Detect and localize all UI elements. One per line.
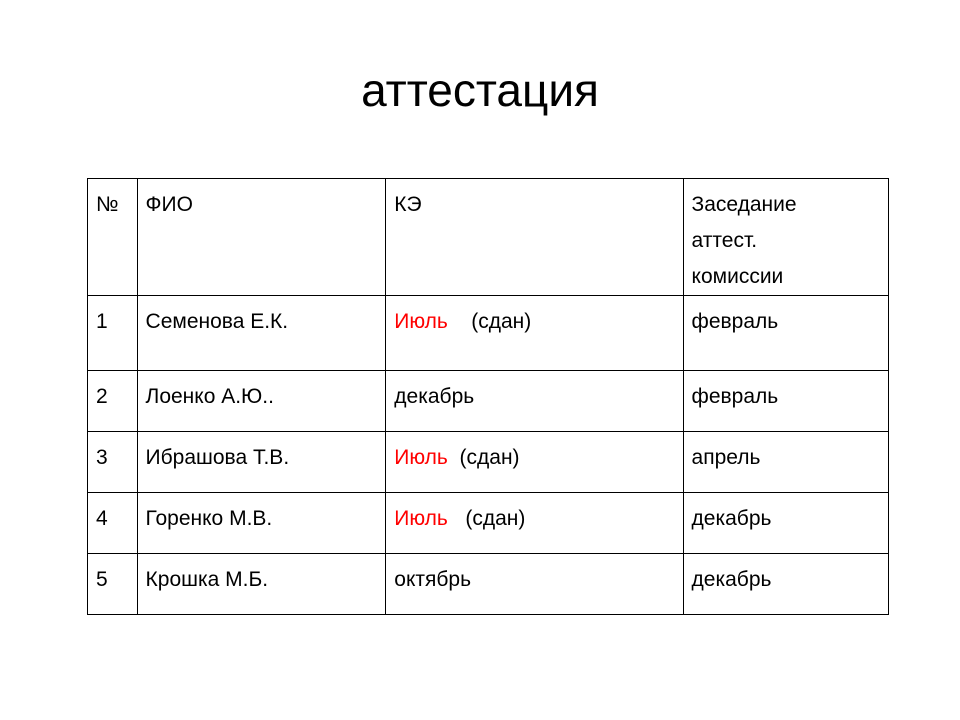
header-meeting bbox=[683, 179, 888, 296]
cell-num: 5 bbox=[88, 554, 138, 615]
cell-num: 4 bbox=[88, 493, 138, 554]
header-meeting-line3: комиссии bbox=[691, 265, 784, 288]
header-meeting-line2: аттест. bbox=[691, 229, 758, 252]
table-row bbox=[88, 371, 889, 432]
cell-fio: Крошка М.Б. bbox=[137, 554, 386, 615]
table-row bbox=[88, 554, 889, 615]
cell-meeting: апрель bbox=[683, 432, 888, 493]
header-num: № bbox=[88, 179, 138, 296]
ke-month: декабрь bbox=[394, 385, 475, 408]
cell-ke bbox=[386, 432, 683, 493]
header-ke: КЭ bbox=[386, 179, 683, 296]
cell-meeting: декабрь bbox=[683, 493, 888, 554]
ke-status: (сдан) bbox=[447, 507, 526, 530]
header-meeting-line1: Заседание bbox=[691, 193, 797, 216]
table-row bbox=[88, 493, 889, 554]
cell-fio: Горенко М.В. bbox=[137, 493, 386, 554]
cell-num: 1 bbox=[88, 296, 138, 371]
cell-ke bbox=[386, 296, 683, 371]
cell-fio: Семенова Е.К. bbox=[137, 296, 386, 371]
cell-ke bbox=[386, 371, 683, 432]
cell-fio: Лоенко А.Ю.. bbox=[137, 371, 386, 432]
ke-status: (сдан) bbox=[447, 446, 520, 469]
ke-month: Июль bbox=[394, 507, 448, 530]
cell-meeting: февраль bbox=[683, 371, 888, 432]
ke-month: октябрь bbox=[394, 568, 472, 591]
slide-title: аттестация bbox=[361, 64, 599, 116]
ke-month: Июль bbox=[394, 446, 448, 469]
cell-num: 3 bbox=[88, 432, 138, 493]
cell-ke bbox=[386, 493, 683, 554]
ke-status: (сдан) bbox=[447, 310, 532, 333]
cell-fio: Ибрашова Т.В. bbox=[137, 432, 386, 493]
attestation-table bbox=[87, 178, 889, 615]
cell-meeting: февраль bbox=[683, 296, 888, 371]
table-header-row bbox=[88, 179, 889, 296]
header-fio: ФИО bbox=[137, 179, 386, 296]
cell-ke bbox=[386, 554, 683, 615]
ke-month: Июль bbox=[394, 310, 448, 333]
table-row bbox=[88, 432, 889, 493]
cell-meeting: декабрь bbox=[683, 554, 888, 615]
cell-num: 2 bbox=[88, 371, 138, 432]
table-row bbox=[88, 296, 889, 371]
